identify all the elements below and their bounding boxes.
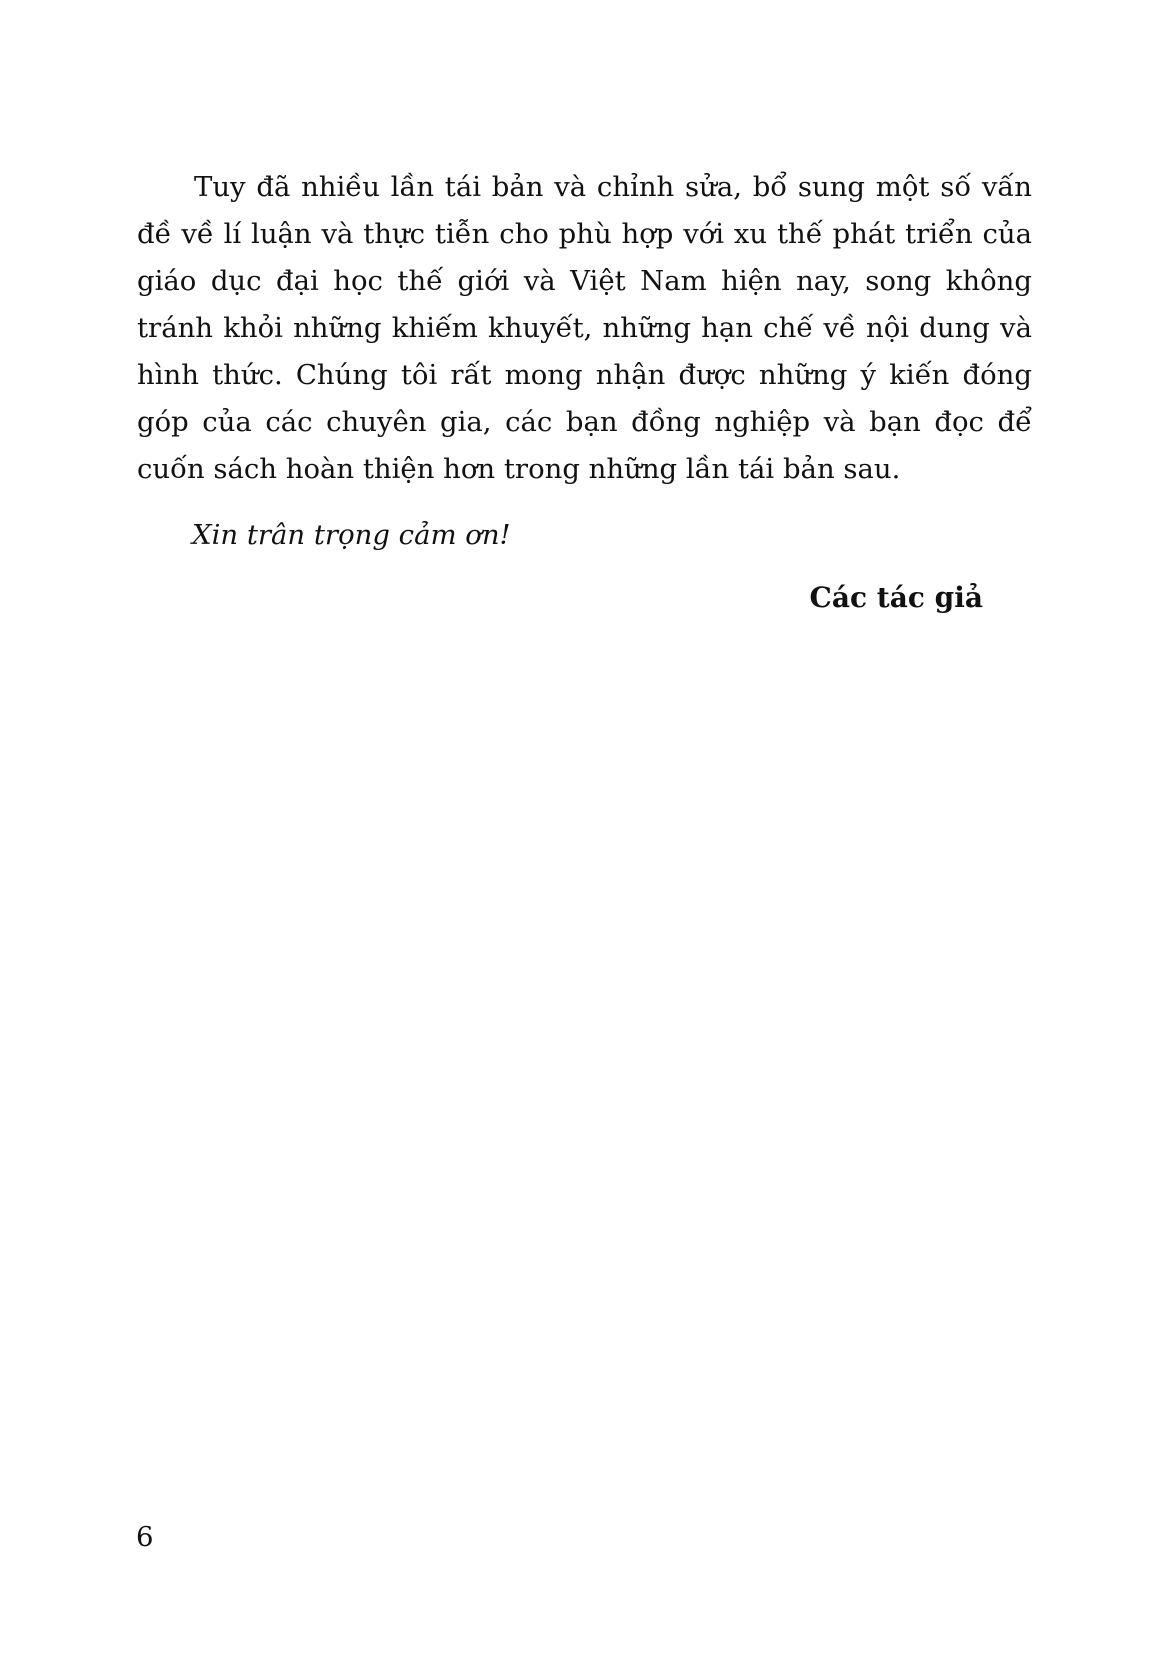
closing-line: Xin trân trọng cảm ơn! <box>192 519 511 551</box>
author-signature: Các tác giả <box>809 581 983 614</box>
body-paragraph: Tuy đã nhiều lần tái bản và chỉnh sửa, bổ sung một số vấn đề về lí luận và thực tiễn cho phù hợp với xu thế phát triển của giáo dục đại học thế giới và Việt Nam hiện nay, song không tránh khỏi những khiếm khuyết, những hạn chế về nội dung và hình thức. Chúng tôi rất mong nhận được những ý kiến đóng góp của các chuyên gia, các bạn đồng nghiệp và bạn đọc để cuốn sách hoàn thiện hơn trong những lần tái bản sau. <box>137 171 1032 485</box>
page-number: 6 <box>136 1521 154 1553</box>
